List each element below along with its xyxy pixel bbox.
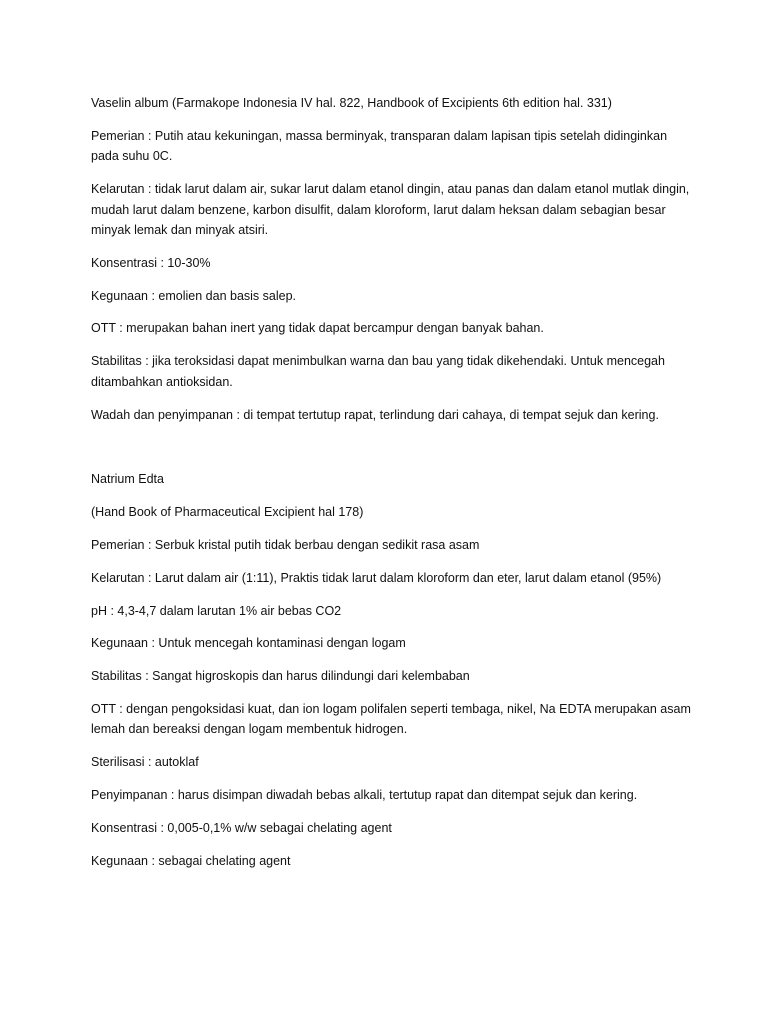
section-natrium-edta bbox=[91, 469, 691, 871]
paragraph-pemerian: Pemerian : Serbuk kristal putih tidak berbau dengan sedikit rasa asam bbox=[91, 537, 480, 552]
paragraph-stabilitas: Stabilitas : Sangat higroskopis dan harus dilindungi dari kelembaban bbox=[91, 669, 470, 684]
paragraph-kelarutan: Kelarutan : Larut dalam air (1:11), Praktis tidak larut dalam kloroform dan eter, larut dalam etanol (95%) bbox=[91, 570, 662, 585]
paragraph-ott: OTT : merupakan bahan inert yang tidak dapat bercampur dengan banyak bahan. bbox=[91, 321, 544, 336]
paragraph-pemerian: Pemerian : Putih atau kekuningan, massa berminyak, transparan dalam lapisan tipis setelah didinginkan pada suhu 0C. bbox=[91, 128, 668, 164]
paragraph-penyimpanan: Penyimpanan : harus disimpan diwadah bebas alkali, tertutup rapat dan ditempat sejuk dan kering. bbox=[91, 788, 638, 803]
paragraph-kelarutan: Kelarutan : tidak larut dalam air, sukar larut dalam etanol dingin, atau panas dan dalam etanol mutlak dingin, mudah larut dalam benzene, karbon disulfit, dalam kloroform, larut dalam heksan dalam sebagian besar minyak lemak dan minyak atsiri. bbox=[91, 182, 690, 238]
paragraph-sterilisasi: Sterilisasi : autoklaf bbox=[91, 755, 199, 770]
paragraph-konsentrasi: Konsentrasi : 0,005-0,1% w/w sebagai chelating agent bbox=[91, 820, 392, 835]
paragraph-kegunaan-chelating: Kegunaan : sebagai chelating agent bbox=[91, 853, 291, 868]
paragraph-ott: OTT : dengan pengoksidasi kuat, dan ion logam polifalen seperti tembaga, nikel, Na EDTA merupakan asam lemah dan bereaksi dengan logam membentuk hidrogen. bbox=[91, 701, 691, 737]
paragraph-kegunaan: Kegunaan : emolien dan basis salep. bbox=[91, 288, 297, 303]
section-title: Natrium Edta bbox=[91, 472, 164, 487]
section-vaselin-album bbox=[91, 93, 691, 425]
section-spacer bbox=[91, 437, 691, 469]
paragraph-wadah-penyimpanan: Wadah dan penyimpanan : di tempat tertutup rapat, terlindung dari cahaya, di tempat sejuk dan kering. bbox=[91, 407, 659, 422]
paragraph-stabilitas: Stabilitas : jika teroksidasi dapat menimbulkan warna dan bau yang tidak dikehendaki. Untuk mencegah ditambahkan antioksidan. bbox=[91, 354, 665, 389]
paragraph-konsentrasi: Konsentrasi : 10-30% bbox=[91, 255, 211, 270]
document-body bbox=[91, 93, 691, 883]
paragraph-kegunaan: Kegunaan : Untuk mencegah kontaminasi dengan logam bbox=[91, 636, 406, 651]
section-title: Vaselin album (Farmakope Indonesia IV hal. 822, Handbook of Excipients 6th edition hal. 331) bbox=[91, 96, 612, 110]
paragraph-reference: (Hand Book of Pharmaceutical Excipient hal 178) bbox=[91, 505, 364, 520]
paragraph-ph: pH : 4,3-4,7 dalam larutan 1% air bebas CO2 bbox=[91, 603, 342, 618]
